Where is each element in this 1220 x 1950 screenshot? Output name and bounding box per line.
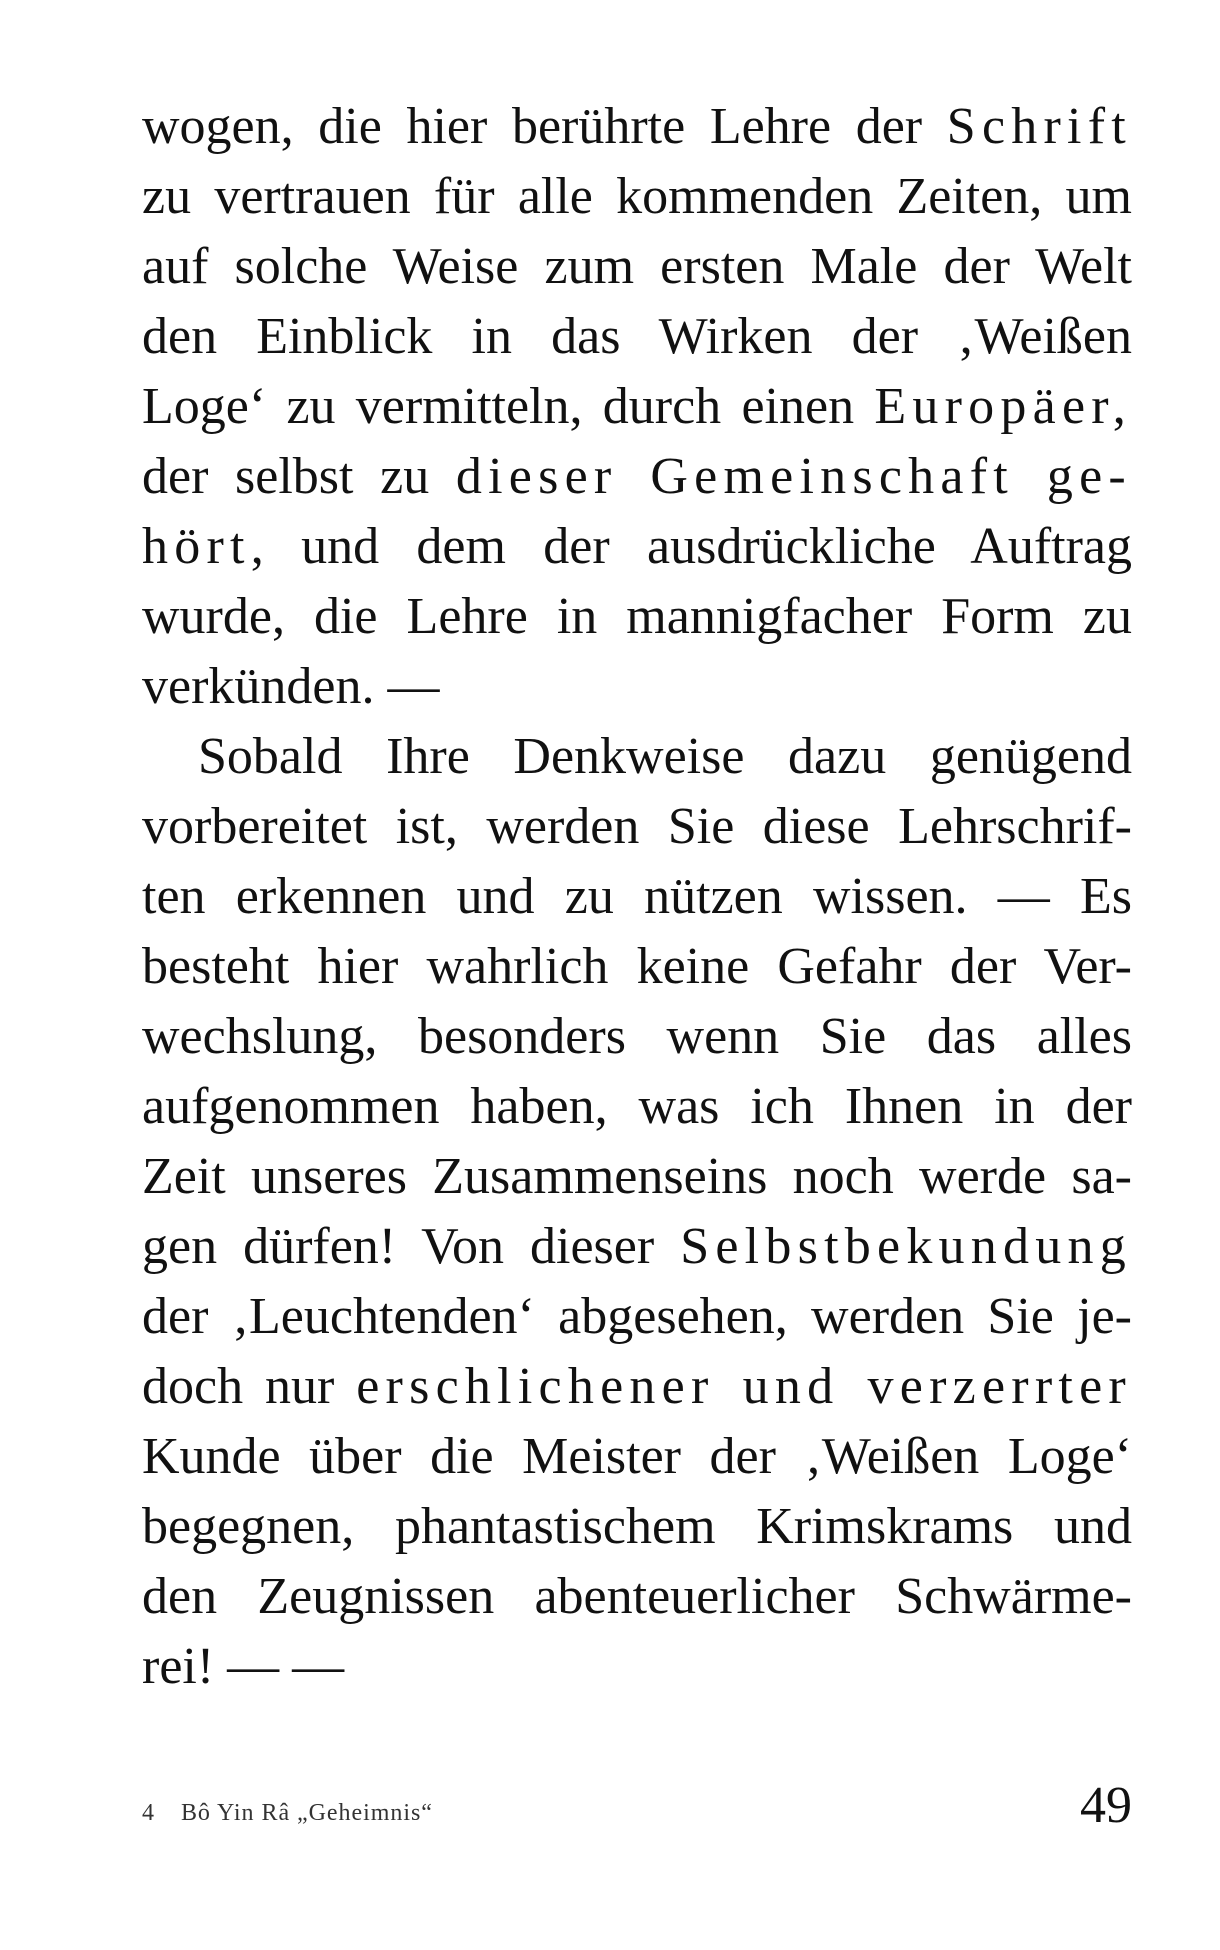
text-line: wurde, die Lehre in mannigfacher Form zu [142, 588, 1132, 645]
text-line: zu vertrauen für alle kommenden Zeiten, um [142, 168, 1132, 225]
page-number: 49 [1080, 1777, 1132, 1834]
spaced-text: hört [142, 518, 251, 575]
spaced-text: Selbstbekundung [680, 1218, 1132, 1275]
text-line: der ‚Leuchtenden‘ abgesehen, werden Sie je- [142, 1288, 1132, 1345]
text-span: der selbst zu [142, 448, 456, 505]
text-span: , und dem der ausdrückliche Auftrag [250, 518, 1132, 575]
text-line: ten erkennen und zu nützen wissen. — Es [142, 868, 1132, 925]
text-line: aufgenommen haben, was ich Ihnen in der [142, 1078, 1132, 1135]
text-line: den Zeugnissen abenteuerlicher Schwärme- [142, 1568, 1132, 1625]
text-line: begegnen, phantastischem Krimskrams und [142, 1498, 1132, 1555]
text-span: gen dürfen! Von dieser [142, 1218, 681, 1275]
text-span: doch nur [142, 1358, 357, 1415]
printer-signature [142, 1800, 433, 1827]
signature-number: 4 [142, 1800, 155, 1826]
text-line: besteht hier wahrlich keine Gefahr der Ver- [142, 938, 1132, 995]
text-line: den Einblick in das Wirken der ‚Weißen [142, 308, 1132, 365]
spaced-text: dieser Gemeinschaft ge- [455, 448, 1132, 505]
spaced-text: Europäer, [874, 378, 1132, 435]
text-line [142, 442, 1132, 512]
text-span: wogen, die hier berührte Lehre der [142, 98, 947, 155]
text-line: Sobald Ihre Denkweise dazu genügend [198, 728, 1132, 785]
text-line: verkünden. — [142, 658, 440, 715]
text-line: wechslung, besonders wenn Sie das alles [142, 1008, 1132, 1065]
text-line [142, 1352, 1132, 1422]
text-line [142, 372, 1132, 442]
text-line: rei! — — [142, 1638, 345, 1695]
text-line: Kunde über die Meister der ‚Weißen Loge‘ [142, 1428, 1132, 1485]
text-line [142, 512, 1132, 582]
body-text [142, 92, 1132, 1702]
spaced-text: erschlichener und verzerrter [356, 1358, 1132, 1415]
spaced-text: Schrift [946, 98, 1132, 155]
text-line: Zeit unseres Zusammenseins noch werde sa- [142, 1148, 1132, 1205]
text-line: auf solche Weise zum ersten Male der Welt [142, 238, 1132, 295]
text-line: vorbereitet ist, werden Sie diese Lehrschrif- [142, 798, 1132, 855]
text-span: Loge‘ zu vermitteln, durch einen [142, 378, 875, 435]
text-line [142, 1212, 1132, 1282]
text-line [142, 92, 1132, 162]
signature-text: Bô Yin Râ „Geheimnis“ [180, 1800, 433, 1826]
